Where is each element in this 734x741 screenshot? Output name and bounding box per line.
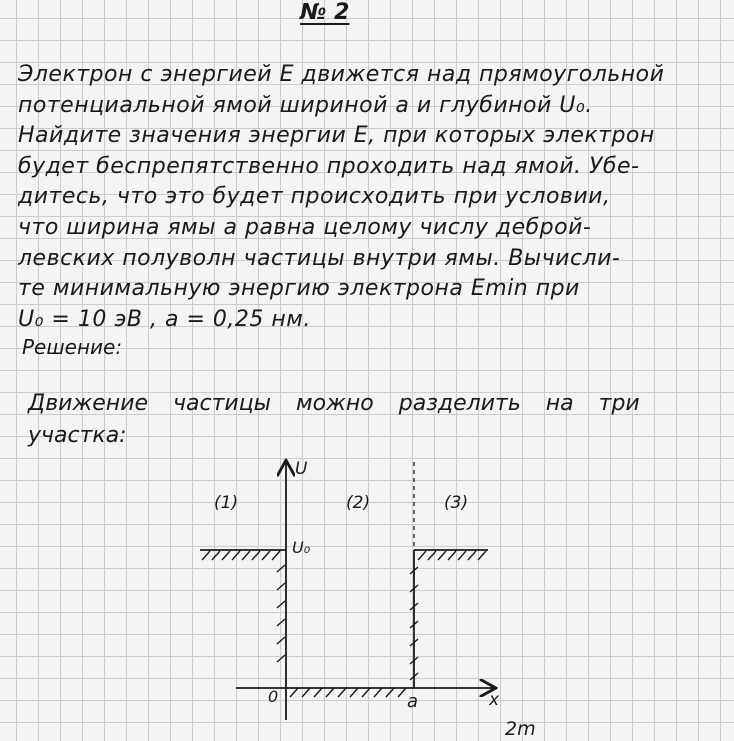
problem-line-5: дитесь, что это будет происходить при условии, xyxy=(18,184,611,210)
potential-profile xyxy=(200,550,488,688)
hatch-left-wall xyxy=(277,565,285,662)
hatch-right-ledge xyxy=(418,551,486,560)
region-1-label: (1) xyxy=(214,493,239,513)
problem-line-8: те минимальную энергию электрона Emin при xyxy=(18,276,580,302)
hatch-bottom xyxy=(290,688,406,697)
solution-heading: Решение: xyxy=(22,335,123,359)
origin-label: 0 xyxy=(268,687,279,706)
problem-line-2: потенциальной ямой шириной a и глубиной U₀. xyxy=(18,92,593,118)
problem-line-1: Электрон с энергией E движется над прямоугольной xyxy=(18,62,665,87)
problem-line-7: левских полуволн частицы внутри ямы. Вычисли- xyxy=(18,245,621,271)
y-axis-label: U xyxy=(295,459,308,479)
hatch-left-ledge xyxy=(202,551,280,560)
width-a-label: a xyxy=(407,691,419,712)
u0-level-label: U₀ xyxy=(292,538,311,557)
problem-number: № 2 xyxy=(300,0,350,25)
problem-line-9: U₀ = 10 эВ , a = 0,25 нм. xyxy=(18,306,311,332)
formula-fragment: 2m xyxy=(505,718,536,740)
problem-line-4: будет беспрепятственно проходить над ямой. Убе- xyxy=(18,153,640,179)
problem-line-6: что ширина ямы a равна целому числу деброй- xyxy=(18,214,592,240)
region-2-label: (2) xyxy=(346,493,371,513)
motion-line-2: участка: xyxy=(28,423,127,448)
x-axis-label: x xyxy=(489,690,500,710)
motion-line-1: Движение частицы можно разделить на три xyxy=(28,391,640,416)
problem-line-3: Найдите значения энергии E, при которых электрон xyxy=(18,123,655,149)
region-3-label: (3) xyxy=(444,493,469,513)
